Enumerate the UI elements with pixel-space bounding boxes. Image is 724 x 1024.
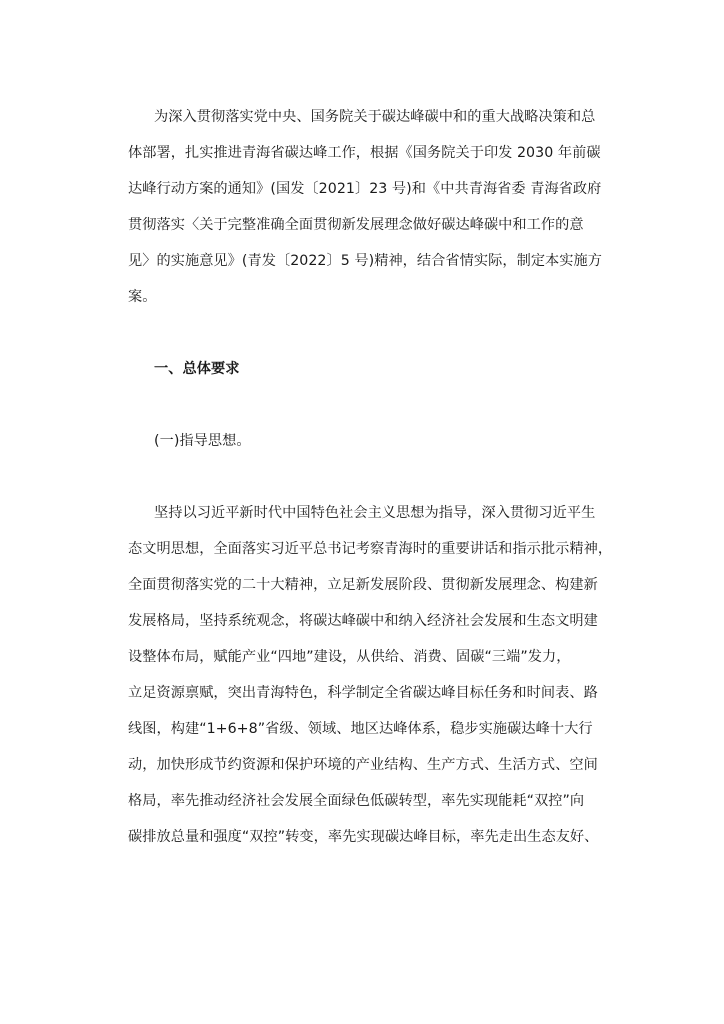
subsection-heading: (一)指导思想。	[154, 433, 251, 449]
intro-line: 贯彻落实〈关于完整准确全面贯彻新发展理念做好碳达峰碳中和工作的意	[128, 217, 584, 233]
intro-line: 为深入贯彻落实党中央、国务院关于碳达峰碳中和的重大战略决策和总	[154, 109, 596, 125]
intro-line: 案。	[128, 289, 157, 305]
body-line: 立足资源禀赋，突出青海特色，科学制定全省碳达峰目标任务和时间表、路	[128, 685, 598, 701]
body-line: 格局，率先推动经济社会发展全面绿色低碳转型，率先实现能耗“双控”向	[128, 793, 585, 809]
body-line: 态文明思想，全面落实习近平总书记考察青海时的重要讲话和指示批示精神，	[128, 541, 613, 557]
intro-line: 见〉的实施意见》(青发〔2022〕5 号)精神，结合省情实际，制定本实施方	[128, 253, 603, 269]
body-line: 发展格局，坚持系统观念，将碳达峰碳中和纳入经济社会发展和生态文明建	[128, 613, 598, 629]
body-line: 线图，构建“1+6+8”省级、领域、地区达峰体系，稳步实施碳达峰十大行	[128, 721, 593, 737]
body-line: 动，加快形成节约资源和保护环境的产业结构、生产方式、生活方式、空间	[128, 757, 598, 773]
body-line: 坚持以习近平新时代中国特色社会主义思想为指导，深入贯彻习近平生	[154, 505, 596, 521]
intro-line: 体部署，扎实推进青海省碳达峰工作，根据《国务院关于印发 2030 年前碳	[128, 145, 601, 161]
body-line: 碳排放总量和强度“双控”转变，率先实现碳达峰目标，率先走出生态友好、	[128, 829, 599, 845]
intro-line: 达峰行动方案的通知》(国发〔2021〕23 号)和《中共青海省委 青海省政府	[128, 181, 602, 197]
section-heading: 一、总体要求	[154, 361, 240, 377]
body-line: 全面贯彻落实党的二十大精神，立足新发展阶段、贯彻新发展理念、构建新	[128, 577, 598, 593]
body-line: 设整体布局，赋能产业“四地”建设，从供给、消费、固碳“三端”发力，	[128, 649, 571, 665]
